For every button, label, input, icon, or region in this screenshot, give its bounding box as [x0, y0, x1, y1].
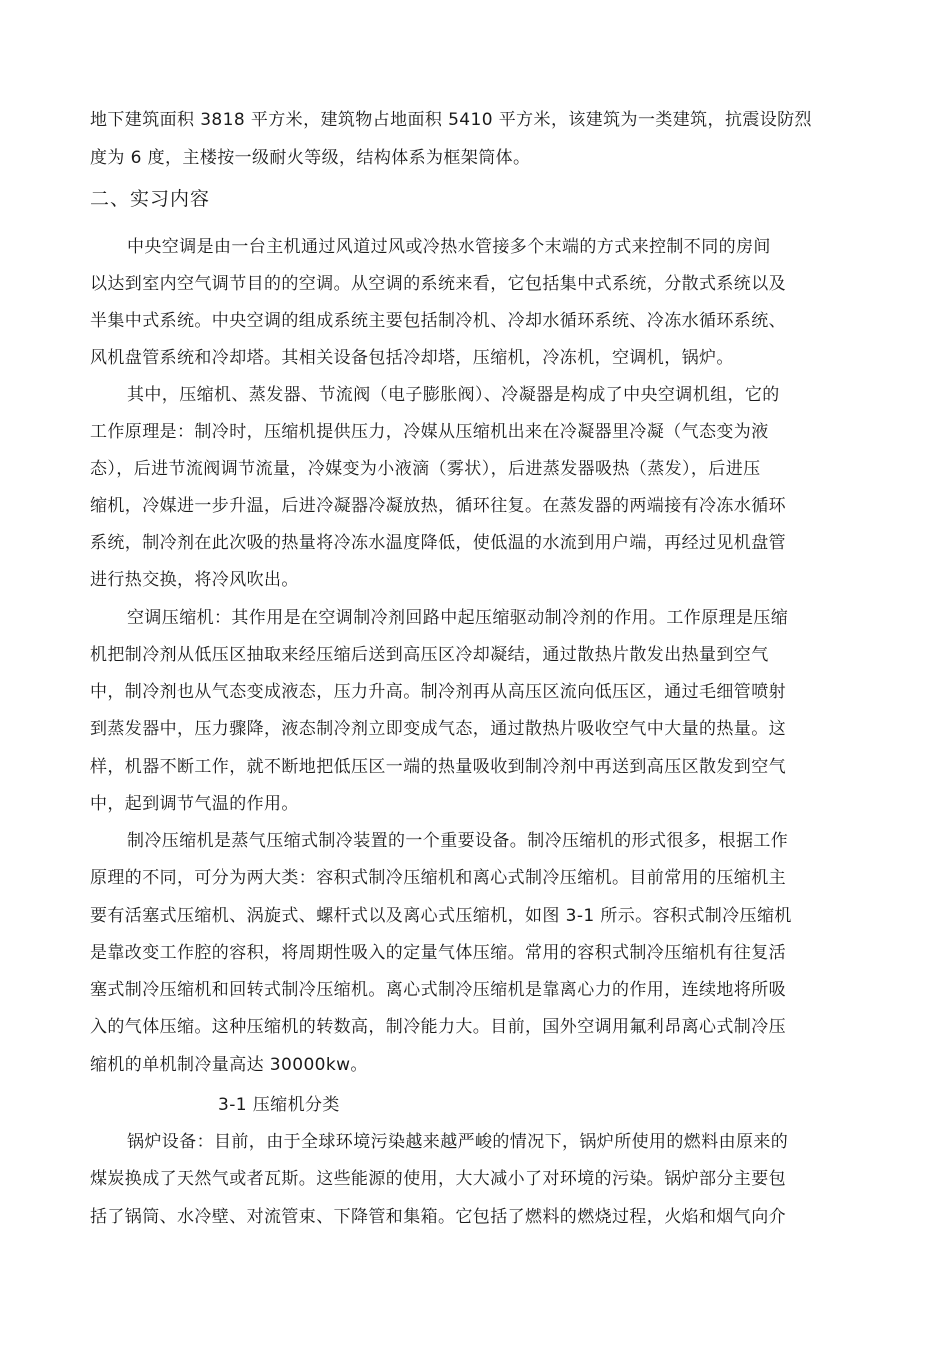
body-text-line: 进行热交换，将冷风吹出。: [90, 570, 299, 590]
body-text-line: 中央空调是由一台主机通过风道过风或冷热水管接多个末端的方式来控制不同的房间: [127, 237, 771, 257]
body-text-line: 风机盘管系统和冷却塔。其相关设备包括冷却塔，压缩机，冷冻机，空调机，锅炉。: [90, 348, 734, 368]
body-text-line: 工作原理是：制冷时，压缩机提供压力，冷媒从压缩机出来在冷凝器里冷凝（气态变为液: [90, 422, 769, 442]
body-text-line: 括了锅筒、水冷壁、对流管束、下降管和集箱。它包括了燃料的燃烧过程，火焰和烟气向介: [90, 1207, 786, 1227]
body-text-line: 态），后进节流阀调节流量，冷媒变为小液滴（雾状），后进蒸发器吸热（蒸发），后进压: [90, 459, 761, 479]
section-heading: 二、实习内容: [90, 188, 211, 210]
body-text-line: 缩机，冷媒进一步升温，后进冷凝器冷凝放热，循环往复。在蒸发器的两端接有冷冻水循环: [90, 496, 786, 516]
body-text-line: 到蒸发器中，压力骤降，液态制冷剂立即变成气态，通过散热片吸收空气中大量的热量。这: [90, 719, 786, 739]
body-text-line: 地下建筑面积 3818 平方米，建筑物占地面积 5410 平方米，该建筑为一类建筑，抗震设防烈: [90, 110, 812, 130]
body-text-line: 塞式制冷压缩机和回转式制冷压缩机。离心式制冷压缩机是靠离心力的作用，连续地将所吸: [90, 980, 786, 1000]
body-text-line: 空调压缩机：其作用是在空调制冷剂回路中起压缩驱动制冷剂的作用。工作原理是压缩: [127, 608, 789, 628]
body-text-line: 煤炭换成了天然气或者瓦斯。这些能源的使用，大大减小了对环境的污染。锅炉部分主要包: [90, 1169, 786, 1189]
body-text-line: 锅炉设备：目前，由于全球环境污染越来越严峻的情况下，锅炉所使用的燃料由原来的: [127, 1132, 789, 1152]
body-text-line: 缩机的单机制冷量高达 30000kw。: [90, 1055, 368, 1075]
body-text-line: 是靠改变工作腔的容积，将周期性吸入的定量气体压缩。常用的容积式制冷压缩机有往复活: [90, 943, 786, 963]
body-text-line: 中，制冷剂也从气态变成液态，压力升高。制冷剂再从高压区流向低压区，通过毛细管喷射: [90, 682, 786, 702]
body-text-line: 原理的不同，可分为两大类：容积式制冷压缩机和离心式制冷压缩机。目前常用的压缩机主: [90, 868, 786, 888]
body-text-line: 以达到室内空气调节目的的空调。从空调的系统来看，它包括集中式系统，分散式系统以及: [90, 274, 786, 294]
figure-caption: 3-1 压缩机分类: [218, 1095, 340, 1115]
body-text-line: 半集中式系统。中央空调的组成系统主要包括制冷机、冷却水循环系统、冷冻水循环系统、: [90, 311, 786, 331]
body-text-line: 机把制冷剂从低压区抽取来经压缩后送到高压区冷却凝结，通过散热片散发出热量到空气: [90, 645, 769, 665]
body-text-line: 度为 6 度，主楼按一级耐火等级，结构体系为框架筒体。: [90, 148, 531, 168]
body-text-line: 系统，制冷剂在此次吸的热量将冷冻水温度降低，使低温的水流到用户端，再经过见机盘管: [90, 533, 786, 553]
body-text-line: 中，起到调节气温的作用。: [90, 794, 299, 814]
body-text-line: 其中，压缩机、蒸发器、节流阀（电子膨胀阀）、冷凝器是构成了中央空调机组，它的: [127, 385, 780, 405]
body-text-line: 样，机器不断工作，就不断地把低压区一端的热量吸收到制冷剂中再送到高压区散发到空气: [90, 757, 786, 777]
body-text-line: 要有活塞式压缩机、涡旋式、螺杆式以及离心式压缩机，如图 3-1 所示。容积式制冷压缩机: [90, 906, 792, 926]
body-text-line: 制冷压缩机是蒸气压缩式制冷装置的一个重要设备。制冷压缩机的形式很多，根据工作: [127, 831, 789, 851]
body-text-line: 入的气体压缩。这种压缩机的转数高，制冷能力大。目前，国外空调用氟利昂离心式制冷压: [90, 1017, 786, 1037]
